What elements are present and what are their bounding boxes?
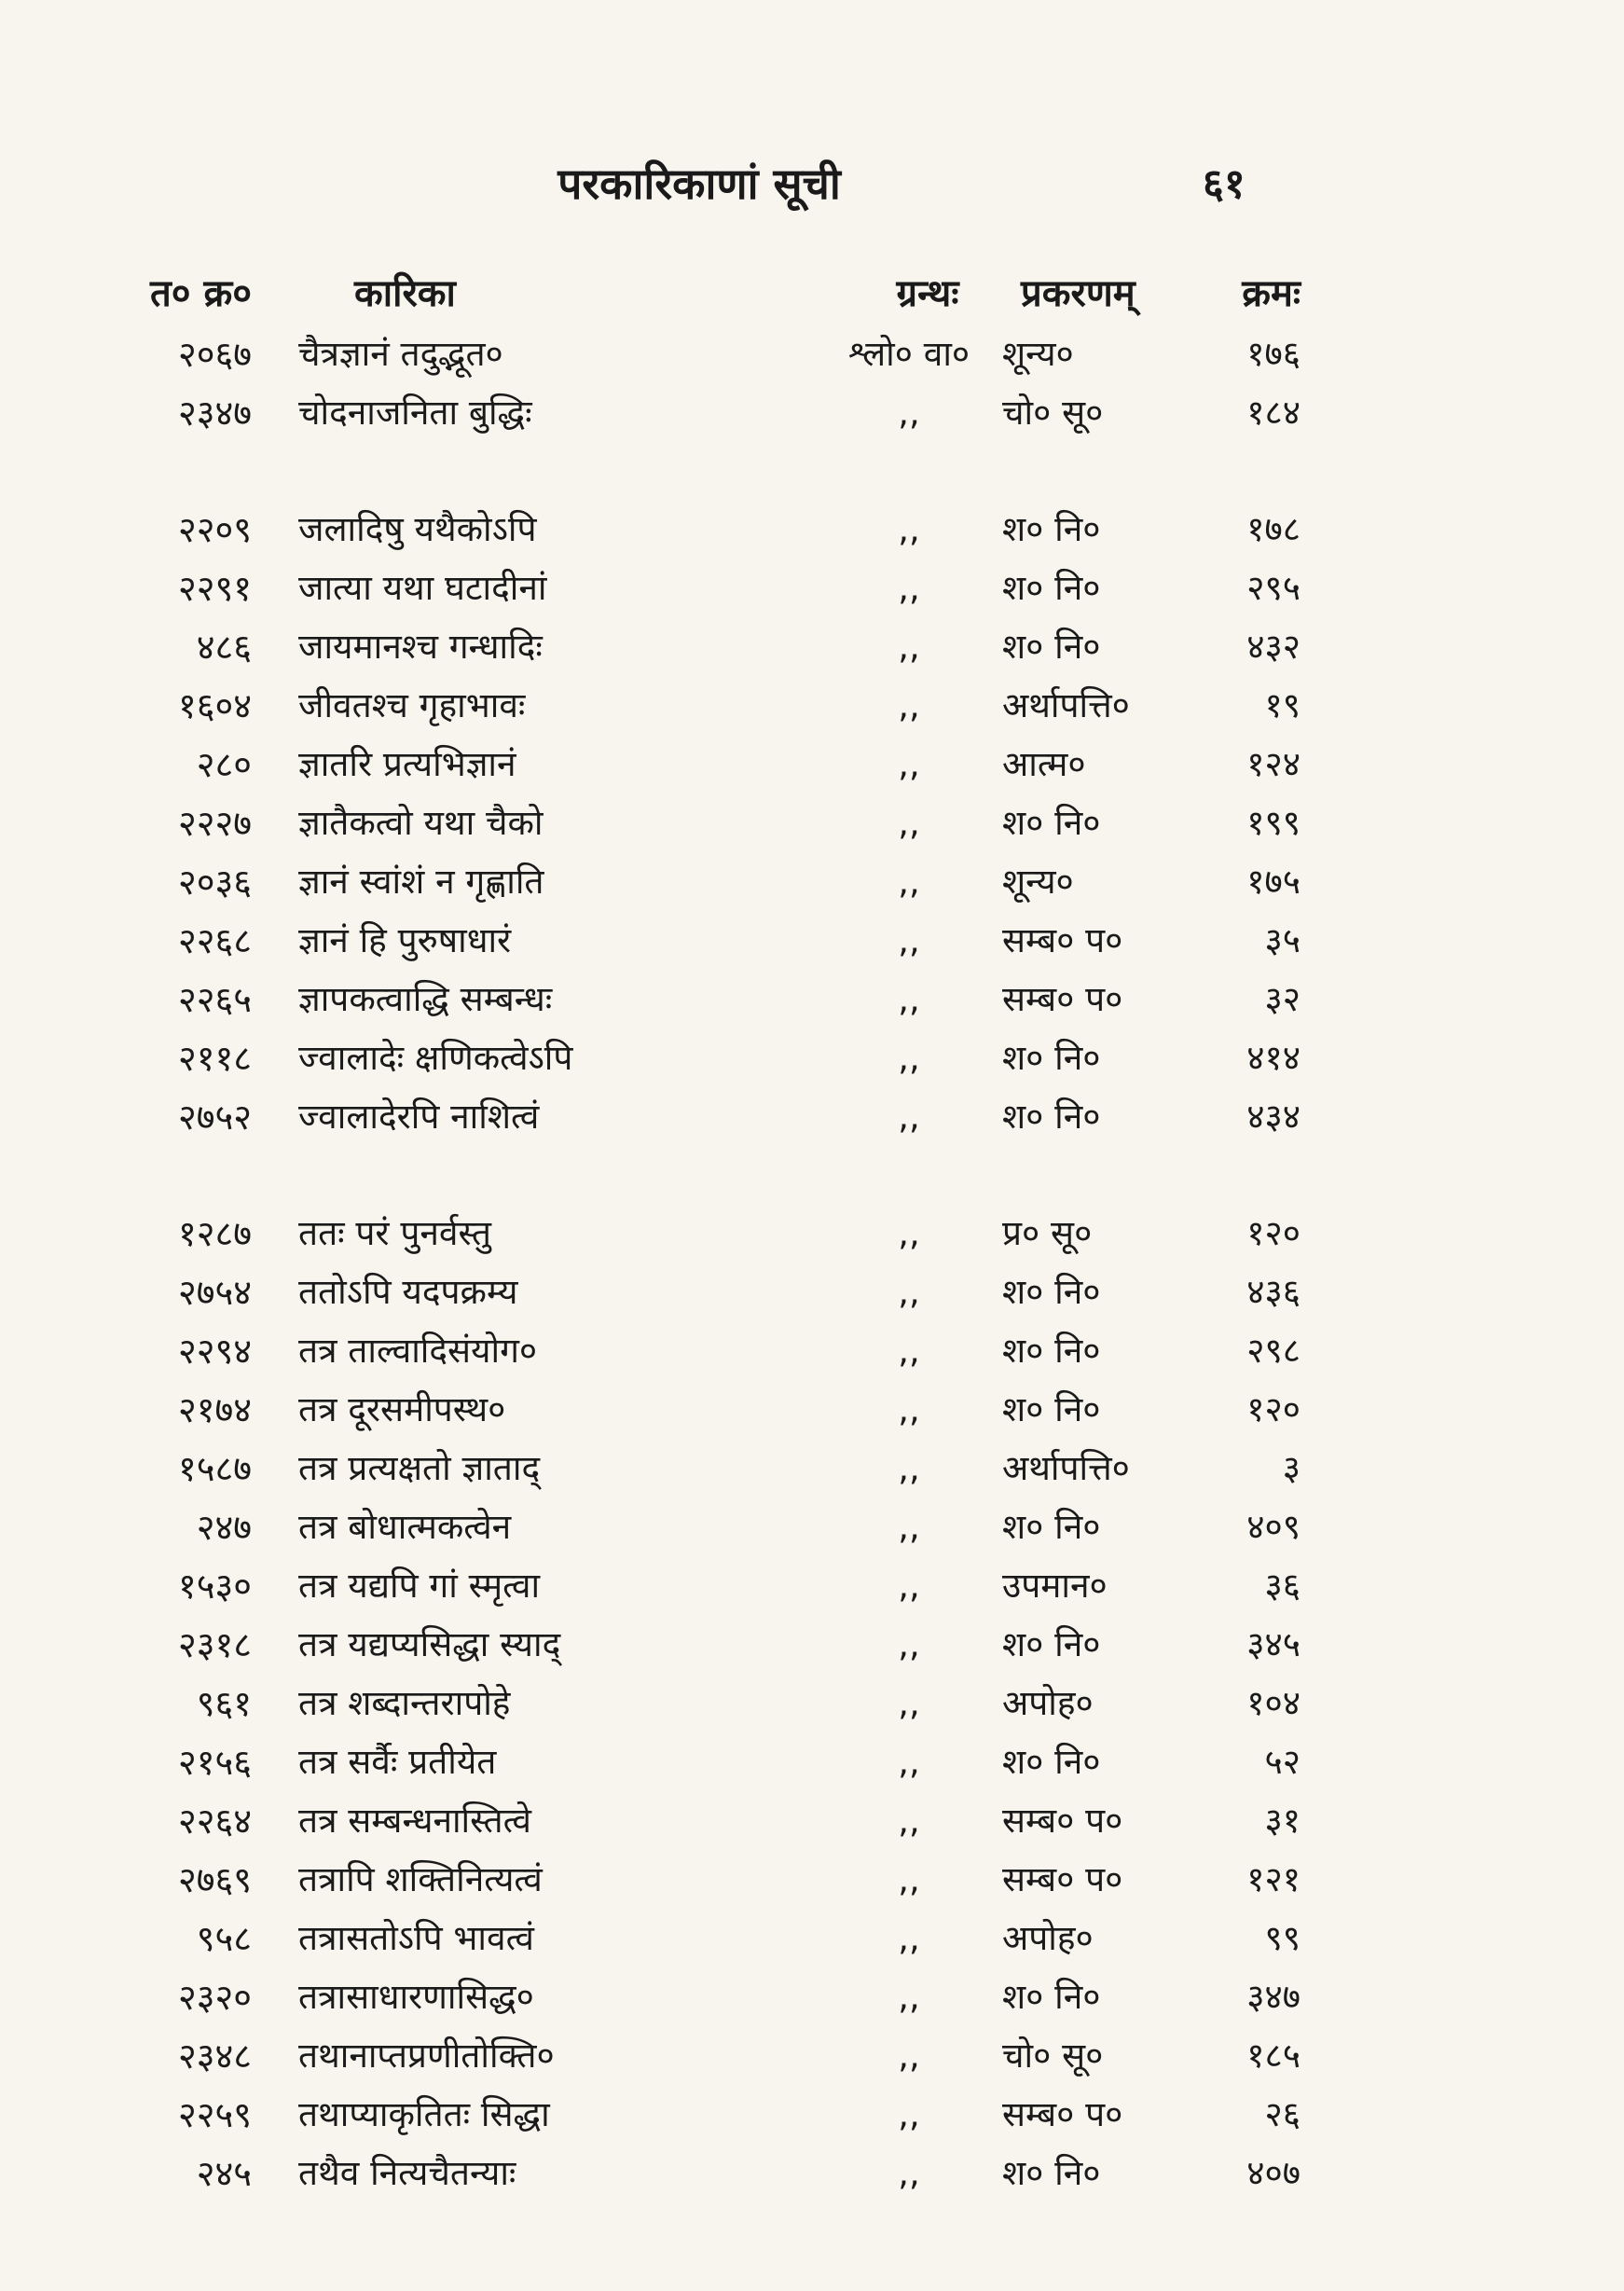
row-kram: ३४५ — [1246, 1624, 1301, 1664]
table-row — [0, 1441, 1624, 1497]
row-kram: १९९ — [1246, 803, 1301, 843]
row-kram: २९८ — [1246, 1331, 1301, 1371]
row-karika: तत्र यद्यप्यसिद्धा स्याद् — [298, 1624, 561, 1664]
row-kram: १२० — [1246, 1389, 1301, 1429]
row-kram: १८४ — [1246, 393, 1301, 433]
row-prakaran: अपोह० — [1002, 1918, 1094, 1958]
row-prakaran: सम्ब० प० — [1002, 920, 1123, 960]
row-serial-number: २२६४ — [177, 1801, 252, 1842]
row-kram: १०४ — [1246, 1683, 1301, 1723]
row-kram: ४३६ — [1246, 1272, 1301, 1312]
row-karika: ज्वालादेरपि नाशित्वं — [298, 1097, 540, 1137]
row-prakaran: प्र० सू० — [1002, 1213, 1093, 1253]
row-serial-number: २८० — [196, 744, 252, 785]
row-kram: ५२ — [1264, 1742, 1301, 1782]
row-serial-number: २३२० — [177, 1977, 252, 2018]
row-serial-number: २०६७ — [177, 334, 252, 375]
row-granth: ,, — [898, 509, 920, 549]
row-granth: ,, — [898, 2036, 920, 2076]
row-serial-number: २३४७ — [177, 393, 252, 434]
row-prakaran: श० नि० — [1002, 1977, 1101, 2017]
row-serial-number: २११८ — [177, 1038, 252, 1079]
row-karika: जलादिषु यथैकोऽपि — [298, 509, 537, 549]
row-serial-number: २१५६ — [177, 1742, 252, 1783]
row-karika: तथैव नित्यचैतन्याः — [298, 2153, 516, 2193]
table-row — [0, 385, 1624, 441]
row-kram: ३६ — [1264, 1566, 1301, 1606]
row-serial-number: २७५४ — [177, 1272, 252, 1313]
row-granth: ,, — [898, 803, 920, 843]
row-kram: १९ — [1264, 685, 1301, 725]
row-serial-number: १५३० — [177, 1566, 252, 1607]
row-granth: ,, — [898, 1859, 920, 1899]
row-kram: ३२ — [1264, 979, 1301, 1019]
row-serial-number: २७५२ — [177, 1097, 252, 1138]
table-row — [0, 737, 1624, 793]
row-prakaran: शून्य० — [1002, 334, 1074, 374]
row-karika: जात्या यथा घटादीनां — [298, 568, 547, 608]
row-serial-number: १६०४ — [177, 685, 252, 726]
table-row — [0, 1323, 1624, 1379]
row-granth: ,, — [898, 1389, 920, 1429]
row-granth: ,, — [898, 1624, 920, 1664]
row-kram: ४१४ — [1246, 1038, 1301, 1078]
row-kram: १२१ — [1246, 1859, 1301, 1899]
row-karika: तत्र सम्बन्धनास्तित्वे — [298, 1801, 532, 1841]
row-granth: ,, — [898, 1331, 920, 1371]
row-kram: १८५ — [1246, 2036, 1301, 2076]
row-karika: ज्ञापकत्वाद्धि सम्बन्धः — [298, 979, 553, 1019]
row-granth: ,, — [898, 685, 920, 725]
row-kram: २९५ — [1246, 568, 1301, 608]
row-karika: तत्र बोधात्मकत्वेन — [298, 1507, 512, 1547]
row-karika: तत्र सर्वैः प्रतीयेत — [298, 1742, 497, 1782]
row-karika: तत्र दूरसमीपस्थ० — [298, 1389, 506, 1429]
row-prakaran: श० नि० — [1002, 1507, 1101, 1547]
row-serial-number: २२५९ — [177, 2094, 252, 2135]
row-kram: ३१ — [1264, 1801, 1301, 1841]
row-prakaran: श० नि० — [1002, 1742, 1101, 1782]
row-serial-number: १५८७ — [177, 1448, 252, 1489]
row-karika: चैत्रज्ञानं तदुद्भूत० — [298, 334, 503, 374]
row-prakaran: श० नि० — [1002, 1097, 1101, 1137]
table-row — [0, 1264, 1624, 1320]
row-serial-number: २४५ — [196, 2153, 252, 2194]
row-prakaran: श० नि० — [1002, 627, 1101, 667]
row-kram: ३४७ — [1246, 1977, 1301, 2017]
table-row — [0, 854, 1624, 910]
row-prakaran: सम्ब० प० — [1002, 1859, 1123, 1899]
row-serial-number: २२९१ — [177, 568, 252, 609]
row-prakaran: सम्ब० प० — [1002, 979, 1123, 1019]
row-serial-number: १२८७ — [177, 1213, 252, 1254]
row-karika: तथानाप्तप्रणीतोक्ति० — [298, 2036, 555, 2076]
row-serial-number: २०३६ — [177, 862, 252, 903]
row-karika: ततः परं पुनर्वस्तु — [298, 1213, 491, 1253]
row-karika: ज्ञातैकत्वो यथा चैको — [298, 803, 544, 843]
header-karika: कारिका — [354, 272, 456, 315]
row-serial-number: २२२७ — [177, 803, 252, 844]
row-granth: ,, — [898, 920, 920, 960]
table-row — [0, 2146, 1624, 2201]
row-granth: ,, — [898, 979, 920, 1019]
row-kram: ४०९ — [1246, 1507, 1301, 1547]
table-row — [0, 913, 1624, 969]
row-prakaran: श० नि० — [1002, 1038, 1101, 1078]
row-serial-number: २४७ — [196, 1507, 252, 1548]
row-kram: १७६ — [1246, 334, 1301, 374]
table-row — [0, 2028, 1624, 2084]
header-prakaran: प्रकरणम् — [1021, 272, 1135, 315]
row-karika: तत्रासाधारणासिद्ध० — [298, 1977, 534, 2017]
table-header — [0, 266, 1624, 322]
row-granth: ,, — [898, 1213, 920, 1253]
row-prakaran: श० नि० — [1002, 568, 1101, 608]
row-kram: १२४ — [1246, 744, 1301, 784]
row-serial-number: ९६१ — [196, 1683, 252, 1724]
row-granth: श्लो० वा० — [847, 334, 970, 374]
table-row — [0, 1617, 1624, 1673]
row-granth: ,, — [898, 1038, 920, 1078]
row-karika: ततोऽपि यदपक्रम्य — [298, 1272, 518, 1312]
row-prakaran: अपोह० — [1002, 1683, 1094, 1723]
row-serial-number: २१७४ — [177, 1389, 252, 1430]
row-granth: ,, — [898, 862, 920, 902]
table-row — [0, 2087, 1624, 2143]
row-granth: ,, — [898, 744, 920, 784]
row-kram: ३ — [1282, 1448, 1301, 1488]
row-granth: ,, — [898, 1683, 920, 1723]
row-granth: ,, — [898, 1507, 920, 1547]
table-row — [0, 795, 1624, 851]
row-granth: ,, — [898, 1272, 920, 1312]
row-prakaran: उपमान० — [1002, 1566, 1108, 1606]
row-karika: तत्रापि शक्तिनित्यत्वं — [298, 1859, 543, 1899]
row-kram: १७५ — [1246, 862, 1301, 902]
row-kram: ४३४ — [1246, 1097, 1301, 1137]
row-granth: ,, — [898, 1801, 920, 1841]
row-prakaran: अर्थापत्ति० — [1002, 1448, 1130, 1488]
row-kram: ९९ — [1264, 1918, 1301, 1958]
row-serial-number: २७६९ — [177, 1859, 252, 1900]
row-prakaran: श० नि० — [1002, 1624, 1101, 1664]
row-granth: ,, — [898, 1566, 920, 1606]
row-kram: ४३२ — [1246, 627, 1301, 667]
row-kram: ३५ — [1264, 920, 1301, 960]
row-karika: तत्र शब्दान्तरापोहे — [298, 1683, 511, 1723]
table-row — [0, 1089, 1624, 1145]
row-granth: ,, — [898, 1742, 920, 1782]
row-kram: ४०७ — [1246, 2153, 1301, 2193]
row-prakaran: श० नि० — [1002, 803, 1101, 843]
row-karika: ज्ञातरि प्रत्यभिज्ञानं — [298, 744, 516, 784]
header-kram: क्रमः — [1242, 272, 1301, 315]
row-prakaran: अर्थापत्ति० — [1002, 685, 1130, 725]
table-row — [0, 1499, 1624, 1555]
row-prakaran: चो० सू० — [1002, 393, 1104, 433]
row-prakaran: सम्ब० प० — [1002, 1801, 1123, 1841]
row-serial-number: २३४८ — [177, 2036, 252, 2077]
row-kram: २६ — [1264, 2094, 1301, 2134]
row-karika: चोदनाजनिता बुद्धिः — [298, 393, 532, 433]
row-serial-number: ९५८ — [196, 1918, 252, 1959]
row-granth: ,, — [898, 393, 920, 433]
row-granth: ,, — [898, 1918, 920, 1958]
row-granth: ,, — [898, 2094, 920, 2134]
table-row — [0, 1382, 1624, 1438]
row-serial-number: २२६५ — [177, 979, 252, 1020]
row-prakaran: श० नि० — [1002, 1272, 1101, 1312]
row-granth: ,, — [898, 1097, 920, 1137]
row-serial-number: २२०९ — [177, 509, 252, 550]
table-row — [0, 1793, 1624, 1849]
header-serial: त० क्र० — [149, 272, 252, 315]
row-kram: १२० — [1246, 1213, 1301, 1253]
row-prakaran: चो० सू० — [1002, 2036, 1104, 2076]
table-row — [0, 1734, 1624, 1790]
row-granth: ,, — [898, 627, 920, 667]
table-row — [0, 619, 1624, 675]
page-title: परकारिकाणां सूची — [557, 159, 841, 209]
row-prakaran: श० नि० — [1002, 1331, 1101, 1371]
table-row — [0, 326, 1624, 382]
table-row — [0, 560, 1624, 616]
row-karika: ज्वालादेः क्षणिकत्वेऽपि — [298, 1038, 573, 1078]
table-row — [0, 502, 1624, 558]
table-row — [0, 1911, 1624, 1967]
row-serial-number: ४८६ — [196, 627, 252, 668]
row-karika: ज्ञानं हि पुरुषाधारं — [298, 920, 512, 960]
row-serial-number: २३१८ — [177, 1624, 252, 1665]
row-karika: जायमानश्च गन्धादिः — [298, 627, 543, 667]
row-karika: तत्रासतोऽपि भावत्वं — [298, 1918, 534, 1958]
table-row — [0, 1558, 1624, 1614]
row-granth: ,, — [898, 1977, 920, 2017]
page-number: ६१ — [1203, 160, 1246, 208]
row-prakaran: आत्म० — [1002, 744, 1086, 784]
row-karika: तत्र प्रत्यक्षतो ज्ञाताद् — [298, 1448, 541, 1488]
table-row — [0, 1676, 1624, 1732]
table-row — [0, 1206, 1624, 1262]
row-serial-number: २२६८ — [177, 920, 252, 961]
row-kram: १७८ — [1246, 509, 1301, 549]
row-karika: तथाप्याकृतितः सिद्धा — [298, 2094, 550, 2134]
row-prakaran: श० नि० — [1002, 2153, 1101, 2193]
row-karika: जीवतश्च गृहाभावः — [298, 685, 526, 725]
row-granth: ,, — [898, 568, 920, 608]
table-row — [0, 1852, 1624, 1908]
table-row — [0, 972, 1624, 1028]
row-prakaran: श० नि० — [1002, 509, 1101, 549]
row-karika: तत्र ताल्वादिसंयोग० — [298, 1331, 538, 1371]
row-granth: ,, — [898, 2153, 920, 2193]
header-granth: ग्रन्थः — [896, 272, 959, 315]
table-row — [0, 1030, 1624, 1086]
row-prakaran: शून्य० — [1002, 862, 1074, 902]
table-row — [0, 1969, 1624, 2025]
row-serial-number: २२९४ — [177, 1331, 252, 1372]
row-granth: ,, — [898, 1448, 920, 1488]
row-prakaran: श० नि० — [1002, 1389, 1101, 1429]
row-karika: ज्ञानं स्वांशं न गृह्णाति — [298, 862, 544, 902]
table-row — [0, 678, 1624, 734]
row-prakaran: सम्ब० प० — [1002, 2094, 1123, 2134]
row-karika: तत्र यद्यपि गां स्मृत्वा — [298, 1566, 541, 1606]
